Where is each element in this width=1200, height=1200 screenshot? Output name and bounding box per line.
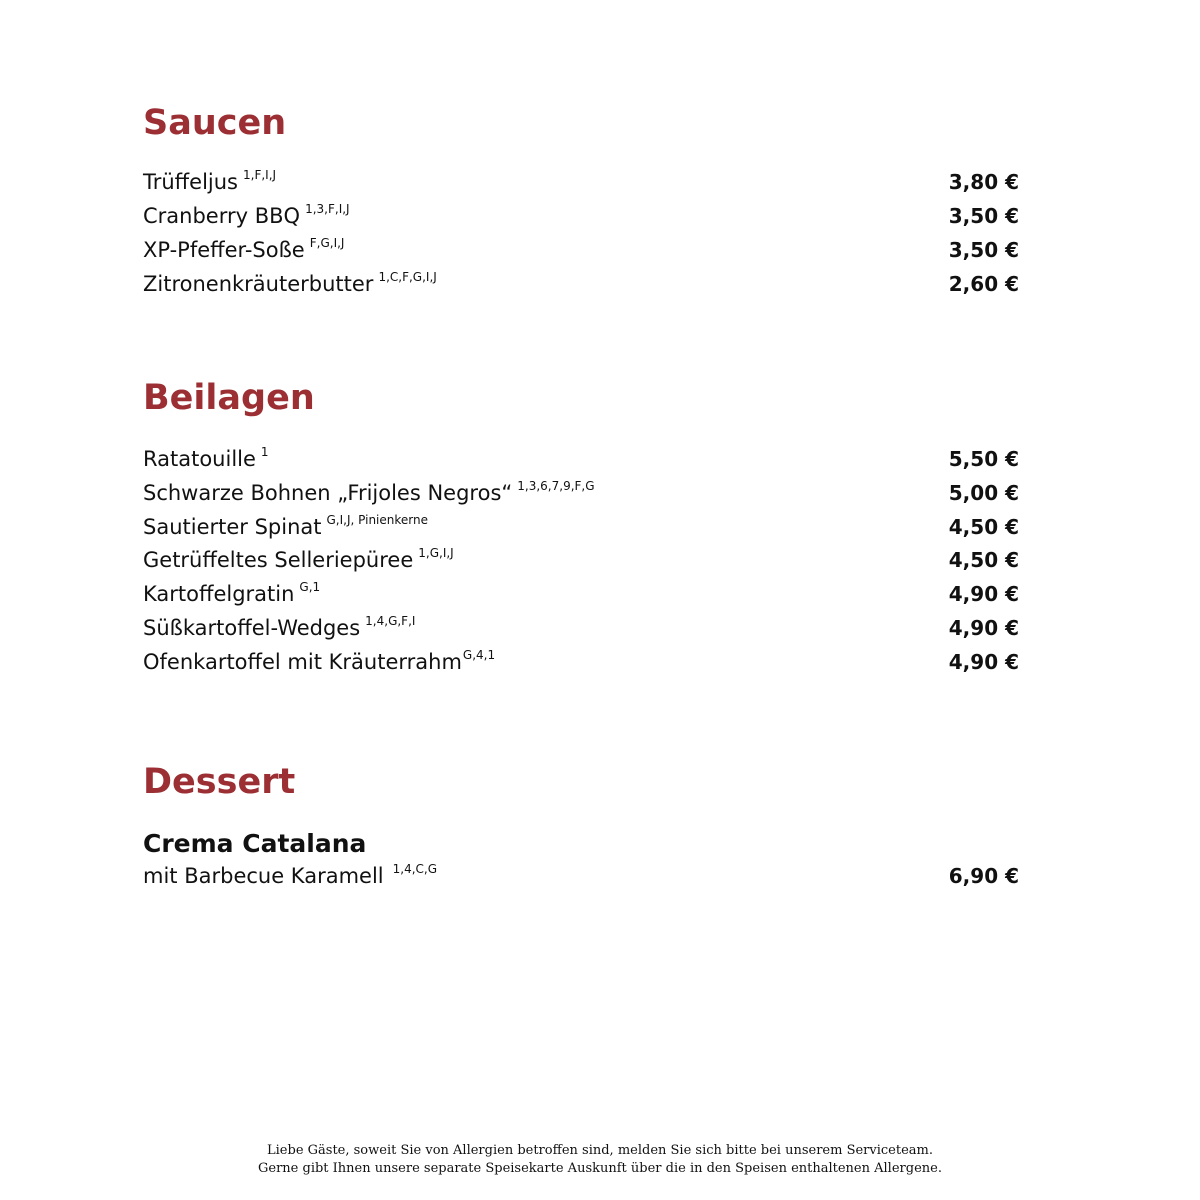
allergen-codes: 1,4,C,G bbox=[392, 862, 438, 876]
section-title-dessert: Dessert bbox=[143, 762, 296, 802]
dessert-name: Crema Catalana bbox=[143, 829, 367, 858]
item-price: 2,60 € bbox=[948, 272, 1019, 296]
menu-item bbox=[143, 269, 1019, 299]
item-price: 6,90 € bbox=[948, 864, 1019, 888]
dessert-subtitle: mit Barbecue Karamell bbox=[143, 864, 384, 888]
allergen-codes: 1,C,F,G,I,J bbox=[378, 270, 437, 284]
item-price: 5,50 € bbox=[948, 447, 1019, 471]
allergy-notice-line-1: Liebe Gäste, soweit Sie von Allergien betroffen sind, melden Sie sich bitte bei unserem Serviceteam. bbox=[267, 1143, 933, 1158]
allergy-notice bbox=[0, 1142, 1200, 1178]
menu-item bbox=[143, 647, 1019, 677]
item-name: Süßkartoffel-Wedges bbox=[143, 616, 361, 640]
item-price: 4,90 € bbox=[948, 650, 1019, 674]
allergy-notice-line-2: Gerne gibt Ihnen unsere separate Speisekarte Auskunft über die in den Speisen enthaltenen Allergene. bbox=[258, 1161, 942, 1176]
item-name: Trüffeljus bbox=[143, 170, 238, 194]
menu-item bbox=[143, 579, 1019, 609]
item-name: Zitronenkräuterbutter bbox=[143, 272, 374, 296]
item-name: XP-Pfeffer-Soße bbox=[143, 238, 305, 262]
menu-item bbox=[143, 861, 1019, 891]
allergen-codes: G,1 bbox=[299, 580, 321, 594]
menu-item bbox=[143, 613, 1019, 643]
item-price: 4,50 € bbox=[948, 548, 1019, 572]
allergen-codes: 1,G,I,J bbox=[418, 546, 454, 560]
allergen-codes: 1,4,G,F,I bbox=[365, 614, 416, 628]
item-price: 3,80 € bbox=[948, 170, 1019, 194]
item-name: Schwarze Bohnen „Frijoles Negros“ bbox=[143, 481, 513, 505]
item-name: Getrüffeltes Selleriepüree bbox=[143, 548, 414, 572]
allergen-codes: 1,F,I,J bbox=[243, 168, 277, 182]
allergen-codes: 1,3,6,7,9,F,G bbox=[517, 479, 595, 493]
menu-item bbox=[143, 444, 1019, 474]
item-name: Ofenkartoffel mit Kräuterrahm bbox=[143, 650, 462, 674]
item-price: 4,90 € bbox=[948, 616, 1019, 640]
item-price: 5,00 € bbox=[948, 481, 1019, 505]
allergen-codes: 1 bbox=[260, 445, 269, 459]
menu-item bbox=[143, 235, 1019, 265]
allergen-codes: 1,3,F,I,J bbox=[305, 202, 350, 216]
allergen-codes: G,4,1 bbox=[462, 648, 496, 662]
menu-item bbox=[143, 545, 1019, 575]
section-title-beilagen: Beilagen bbox=[143, 378, 315, 418]
menu-item bbox=[143, 201, 1019, 231]
item-price: 4,90 € bbox=[948, 582, 1019, 606]
item-name: Sautierter Spinat bbox=[143, 515, 322, 539]
item-name: Cranberry BBQ bbox=[143, 204, 301, 228]
allergen-codes: F,G,I,J bbox=[309, 236, 345, 250]
section-title-saucen: Saucen bbox=[143, 103, 287, 143]
item-name: Kartoffelgratin bbox=[143, 582, 295, 606]
allergen-codes: G,I,J, Pinienkerne bbox=[326, 513, 428, 527]
item-price: 4,50 € bbox=[948, 515, 1019, 539]
item-price: 3,50 € bbox=[948, 238, 1019, 262]
menu-item bbox=[143, 512, 1019, 542]
item-name: Ratatouille bbox=[143, 447, 256, 471]
menu-item bbox=[143, 478, 1019, 508]
menu-item bbox=[143, 167, 1019, 197]
item-price: 3,50 € bbox=[948, 204, 1019, 228]
